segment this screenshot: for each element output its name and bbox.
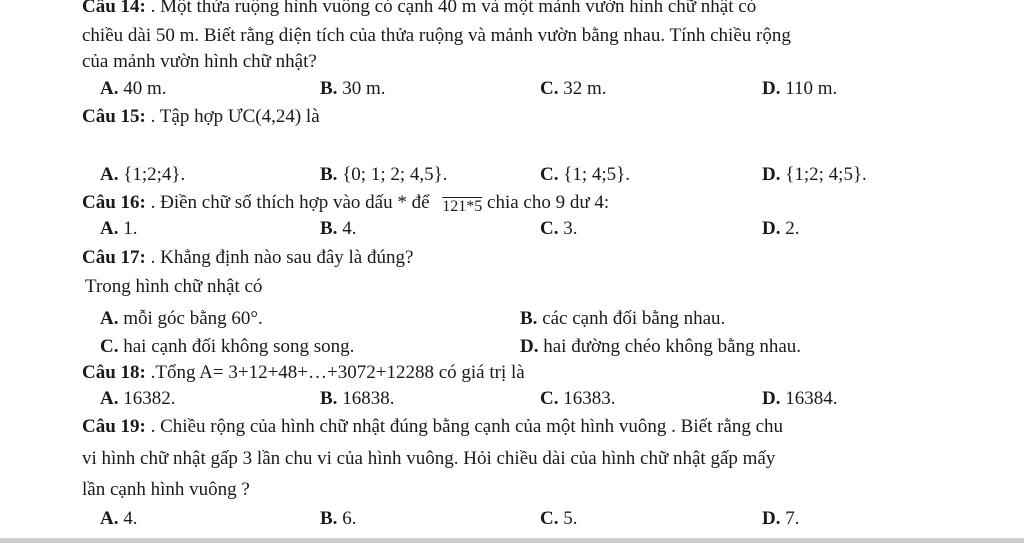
question-16-option-c: C. 3.	[540, 218, 578, 239]
question-15-line	[82, 106, 320, 128]
question-17-option-d: D. hai đường chéo không bằng nhau.	[520, 336, 802, 357]
question-15-text: . Tập hợp ƯC(4,24) là	[150, 106, 320, 127]
question-16-text-after: chia cho 9 dư 4:	[487, 192, 610, 213]
question-16-option-a: A. 1.	[100, 218, 138, 239]
question-15-label: Câu 15:	[82, 106, 146, 127]
question-14-text-3: của mảnh vườn hình chữ nhật?	[82, 51, 317, 72]
question-17-option-c: C. hai cạnh đối không song song.	[100, 336, 355, 357]
question-15-option-a: A. {1;2;4}.	[100, 164, 186, 185]
question-16-option-d: D. 2.	[762, 218, 800, 239]
question-17-option-a: A. mỗi góc bằng 60°.	[100, 308, 263, 329]
question-16-text-before: . Điền chữ số thích hợp vào dấu * để	[150, 192, 430, 213]
question-15-option-b: B. {0; 1; 2; 4,5}.	[320, 164, 448, 185]
question-14-line-1	[82, 0, 756, 18]
question-18-text: .Tổng A= 3+12+48+…+3072+12288 có giá trị là	[150, 362, 525, 383]
question-14-text-1: . Một thửa ruộng hình vuông có cạnh 40 m và một mảnh vườn hình chữ nhật có	[150, 0, 757, 17]
question-14-label: Câu 14:	[82, 0, 146, 17]
question-14-option-d: D. 110 m.	[762, 78, 838, 99]
question-18-option-d: D. 16384.	[762, 388, 838, 409]
page-bottom-divider	[0, 538, 1024, 543]
question-19-option-b: B. 6.	[320, 508, 357, 529]
question-19-text-1: . Chiều rộng của hình chữ nhật đúng bằng cạnh của một hình vuông . Biết rằng chu	[150, 416, 784, 437]
question-14-option-b: B. 30 m.	[320, 78, 386, 99]
question-19-text-3: lần cạnh hình vuông ?	[82, 479, 250, 500]
question-17-label: Câu 17:	[82, 247, 146, 268]
question-16-overline-number: 121*5	[442, 198, 483, 215]
question-18-line	[82, 362, 525, 384]
question-18-option-b: B. 16838.	[320, 388, 395, 409]
question-17-subtext: Trong hình chữ nhật có	[85, 276, 263, 297]
question-19-option-d: D. 7.	[762, 508, 800, 529]
question-19-option-c: C. 5.	[540, 508, 578, 529]
question-14-option-a: A. 40 m.	[100, 78, 167, 99]
question-18-option-a: A. 16382.	[100, 388, 176, 409]
question-15-option-d: D. {1;2; 4;5}.	[762, 164, 867, 185]
question-16-label: Câu 16:	[82, 192, 146, 213]
question-19-label: Câu 19:	[82, 416, 146, 437]
question-19-option-a: A. 4.	[100, 508, 138, 529]
question-16-option-b: B. 4.	[320, 218, 357, 239]
question-15-option-c: C. {1; 4;5}.	[540, 164, 631, 185]
question-16-line	[82, 192, 609, 215]
question-17-text: . Khẳng định nào sau đây là đúng?	[150, 247, 414, 268]
question-18-label: Câu 18:	[82, 362, 146, 383]
question-18-option-c: C. 16383.	[540, 388, 616, 409]
question-14-option-c: C. 32 m.	[540, 78, 607, 99]
question-14-text-2: chiều dài 50 m. Biết rằng diện tích của thửa ruộng và mảnh vườn bằng nhau. Tính chiều rộng	[82, 25, 791, 46]
question-19-line-1	[82, 416, 783, 438]
question-17-option-b: B. các cạnh đối bằng nhau.	[520, 308, 726, 329]
question-17-line	[82, 247, 413, 269]
question-19-text-2: vi hình chữ nhật gấp 3 lần chu vi của hình vuông. Hỏi chiều dài của hình chữ nhật gấp mấy	[82, 448, 776, 469]
